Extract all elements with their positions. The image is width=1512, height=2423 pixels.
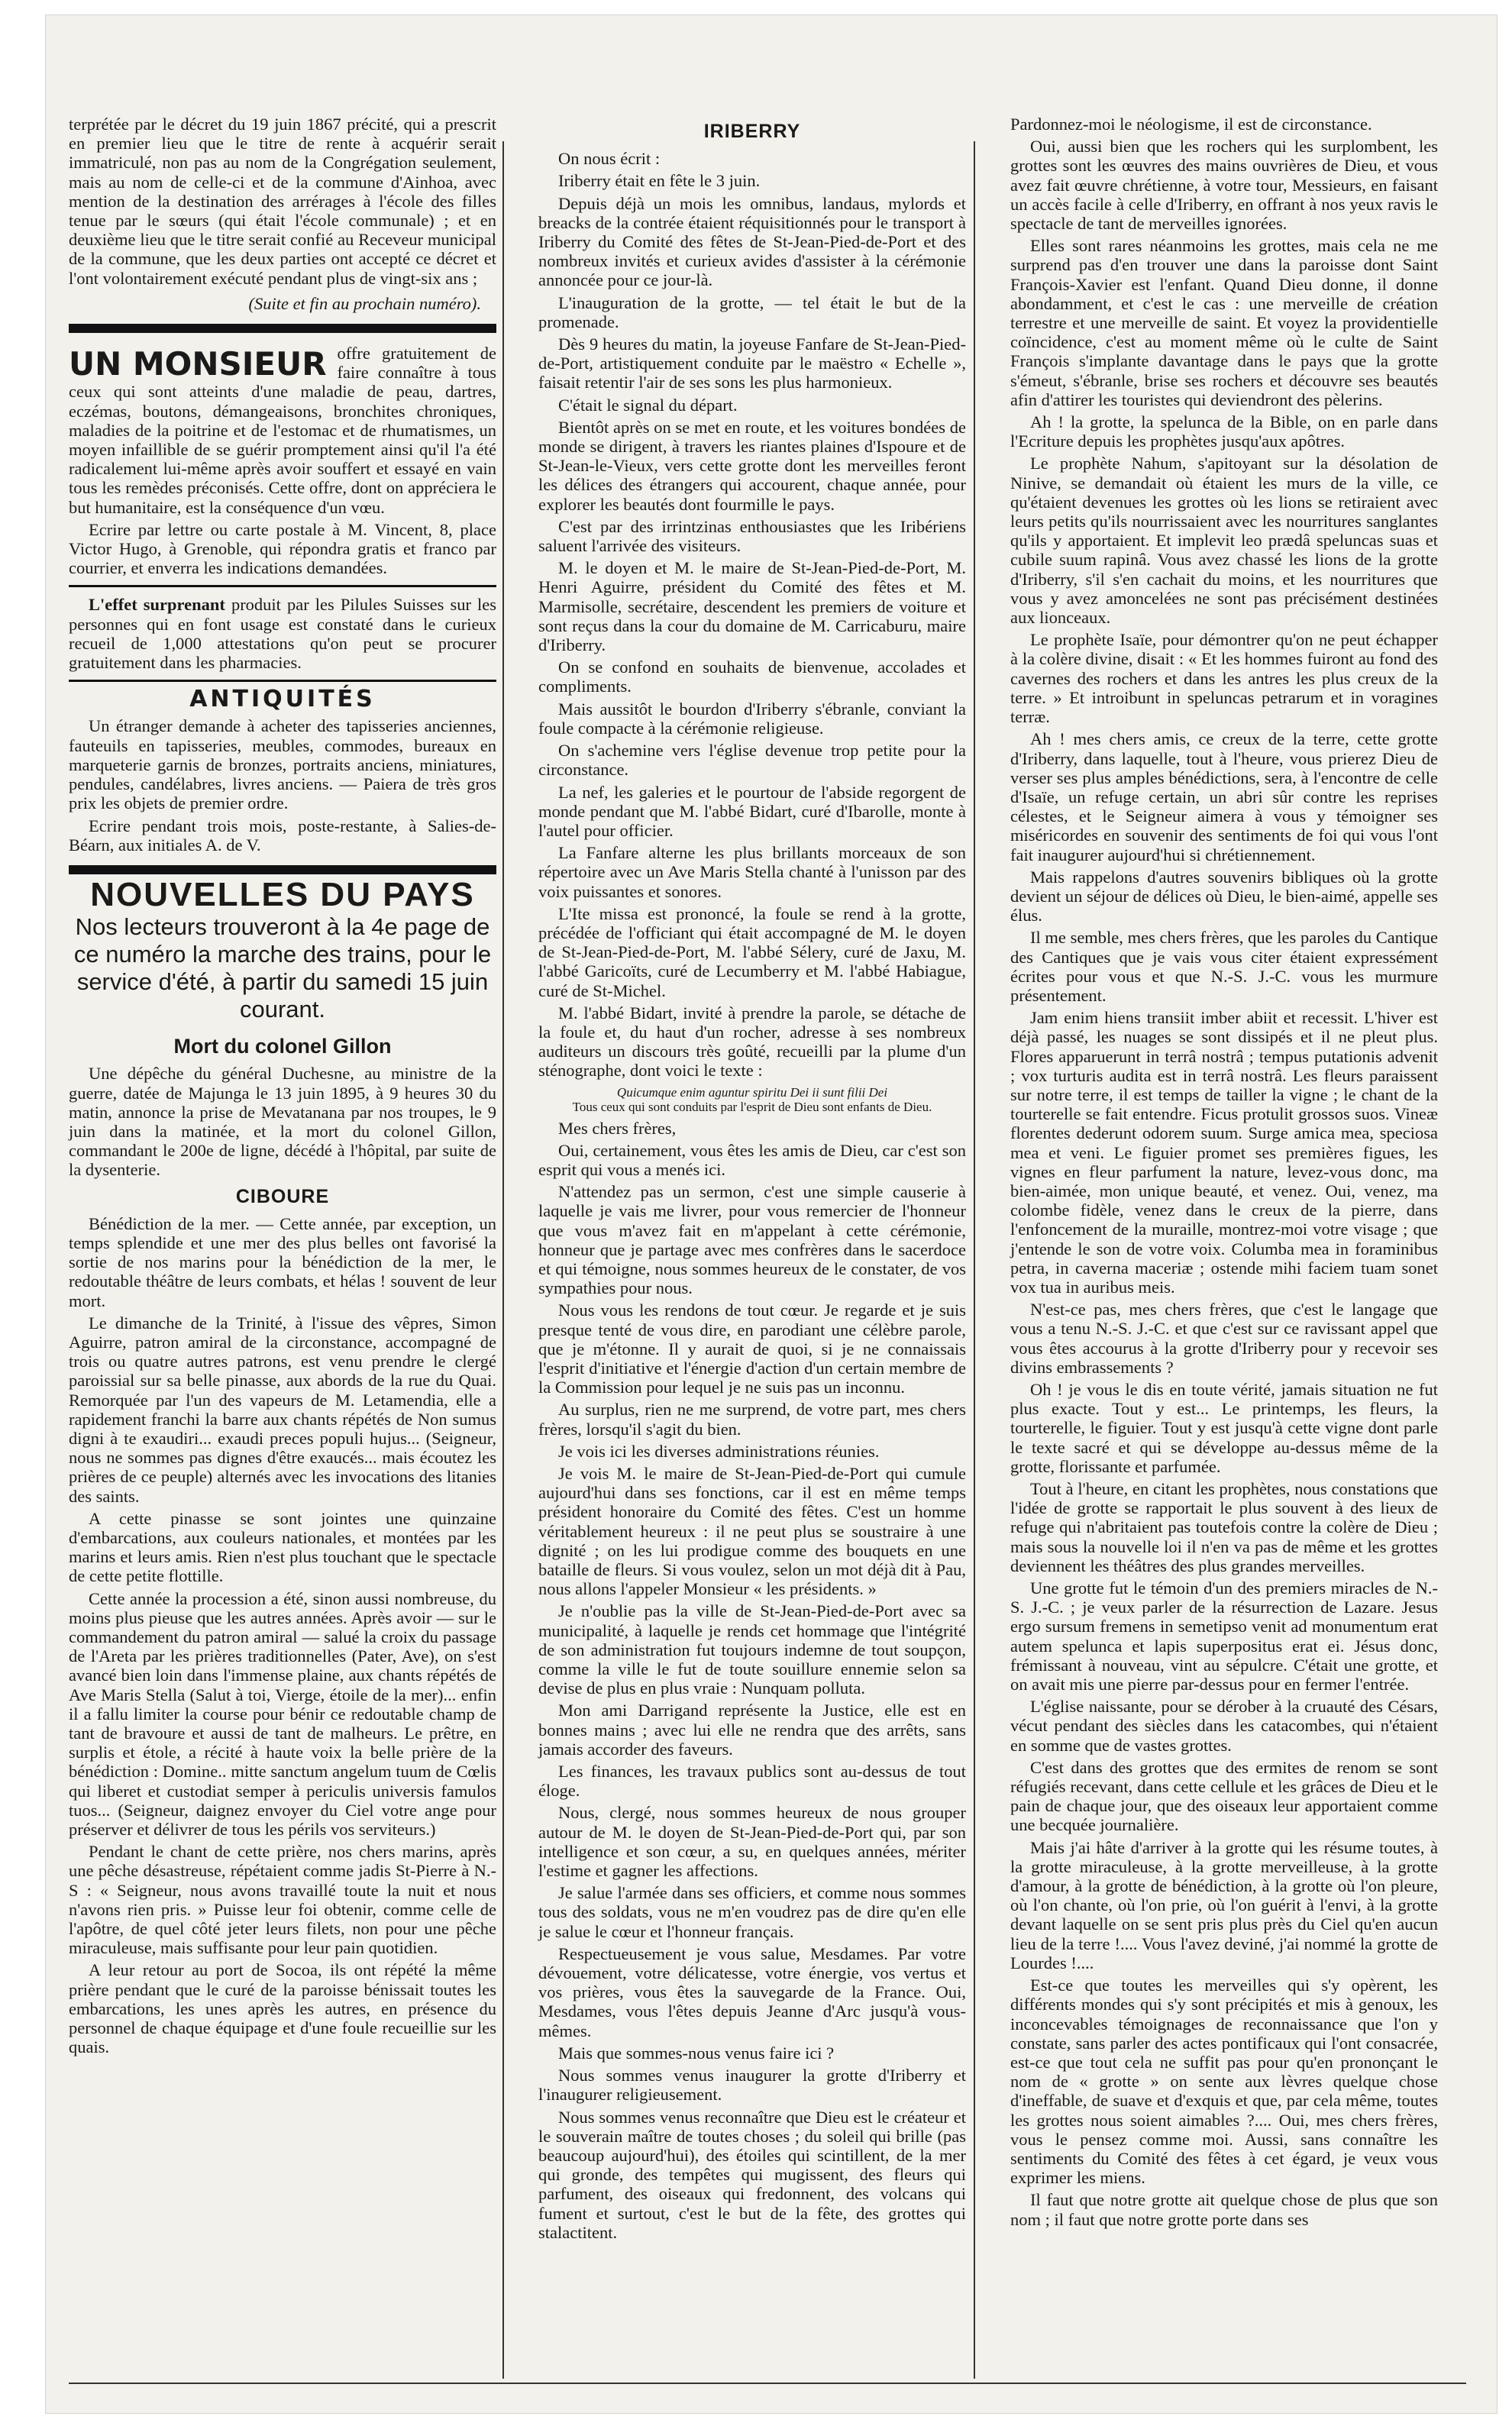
to-be-continued: (Suite et fin au prochain numéro). [248,293,481,313]
article-paragraph: Il me semble, mes chers frères, que les paroles du Cantique des Cantiques que je vais vous citer étaient expressément écrites pour vous et que N.-S. J.-C. vous les murmure présentement. [1010,928,1438,1005]
ciboure-paragraph: A cette pinasse se sont jointes une quinzaine d'embarcations, aux couleurs nationales, et montées par les marins et leurs amis. Rien n'est plus touchant que le spectacle de cette petite flottille. [69,1508,496,1586]
article-paragraph: Mais que sommes-nous venus faire ici ? [558,2043,835,2063]
section-rule [69,680,496,682]
article-paragraph: M. le doyen et M. le maire de St-Jean-Pied-de-Port, M. Henri Aguirre, président du Comité des fêtes et M. Marmisolle, secrétaire, descendent les premiers de voiture et sont reçus dans la cour du domaine de M. Carricaburu, maire d'Iriberry. [538,558,966,655]
article-paragraph: Oui, aussi bien que les rochers qui les surplombent, les grottes sont les œuvres des mains ouvrières de Dieu, et vous avez fait œuvre chrétienne, à votre tour, Messieurs, en faisant un accès facile à celle d'Iriberry, en offrant à nos yeux ravis le spectacle de tant de merveilles ignorées. [1010,137,1438,234]
article-paragraph: C'est par des irrintzinas enthousiastes que les Iribériens saluent l'arrivée des visiteurs. [538,516,966,556]
article-paragraph: Mais aussitôt le bourdon d'Iriberry s'ébranle, conviant la foule compacte à la cérémonie religieuse. [538,699,966,738]
article-paragraph: M. l'abbé Bidart, invité à prendre la parole, se détache de la foule et, du haut d'un rocher, adresse à ses nombreux auditeurs un discours très goûté, recueilli par la plume d'un sténographe, dont voici le texte : [538,1003,966,1081]
article-paragraph: Pardonnez-moi le néologisme, il est de circonstance. [1010,115,1372,134]
article-paragraph: Je salue l'armée dans ses officiers, et comme nous sommes tous des soldats, vous ne m'en voudrez pas de dire qu'en elle je salue le cœur et l'honneur français. [538,1883,966,1941]
article-paragraph: L'inauguration de la grotte, — tel était le but de la promenade. [538,292,966,331]
article-paragraph: Je vois M. le maire de St-Jean-Pied-de-Port qui cumule aujourd'hui dans ses fonctions, car il est en même temps président honoraire du Comité des fêtes. C'est un homme véritablement heureux : il ne peut plus se soustraire à une dignité ; on les lui prodigue comme des bouquets en une bataille de fleurs. Si vous voulez, selon un mot déjà dit à Pau, nous allons l'appeler Monsieur « les présidents. » [538,1464,966,1599]
epigraph-french: Tous ceux qui sont conduits par l'esprit de Dieu sont enfants de Dieu. [572,1099,932,1114]
article-paragraph: Les finances, les travaux publics sont au-dessus de tout éloge. [538,1762,966,1801]
article-paragraph: Est-ce que toutes les merveilles qui s'y opèrent, les différents mondes qui s'y sont précipités et mis à genoux, les inconcevables témoignages de reconnaissance que l'on y constate, sans parler des actes pontificaux qui l'ont consacrée, est-ce que tout cela ne suffit pas pour qu'en prononçant le nom de « grotte » on sente aux lèvres quelque chose d'ineffable, de suave et d'exquis et que, par cela même, toutes les grottes nous soient aimables ?.... Oui, mes chers frères, vous le pensez comme moi. Aussi, sans connaître les sentiments du Comité des fêtes à cet égard, je veux vous exprimer les miens. [1010,1976,1438,2188]
article-paragraph: Bientôt après on se met en route, et les voitures bondées de monde se dirigent, à travers les riantes plaines d'Ispoure et de St-Jean-le-Vieux, vers cette grotte dont les merveilles feront les délices des étrangers qui accourent, chaque année, pour explorer les beautés dont fourmille le pays. [538,417,966,514]
article-paragraph: Dès 9 heures du matin, la joyeuse Fanfare de St-Jean-Pied-de-Port, artistiquement conduite par le maëstro « Echelle », faisait retentir l'air de ses sons les plus harmonieux. [538,334,966,393]
article-paragraph: Mais j'ai hâte d'arriver à la grotte qui les résume toutes, à la grotte miraculeuse, à la grotte merveilleuse, à la grotte d'amour, à la grotte de bénédiction, à la grotte où l'on pleure, où l'on chante, où l'on prie, où l'on guérit à l'envi, à la grotte devant laquelle on se sent pris plus près du Ciel qu'en aucun lieu de la terre !.... Vous l'avez deviné, j'ai nommé la grotte de Lourdes !.... [1010,1837,1438,1972]
epigraph [538,1085,966,1114]
article-paragraph: Ah ! mes chers amis, ce creux de la terre, cette grotte d'Iriberry, dans laquelle, tout à l'heure, vous prierez Dieu de verser ses plus amples bénédictions, sera, à l'encontre de celle d'Isaïe, un refuge certain, un abri sûr contre les reprises célestes, et le Seigneur aimera à vous y témoigner ses miséricordes en souvenir des sentiments de foi qui vous l'ont fait inaugurer aujourd'hui si chrétiennement. [1010,729,1438,864]
article-paragraph: Tout à l'heure, en citant les prophètes, nous constations que l'idée de grotte se rapportait le plus souvent à des lieux de refuge qui n'abritaient pas toutefois contre la colère de Dieu ; mais sous la nouvelle loi il n'en va pas de même et les grottes deviennent les théâtres des plus grandes merveilles. [1010,1479,1438,1575]
article-paragraph: Nous sommes venus inaugurer la grotte d'Iriberry et l'inaugurer religieusement. [538,2066,966,2105]
epigraph-latin: Quicumque enim aguntur spiritu Dei ii sunt filii Dei [616,1084,888,1100]
article-paragraph: Au surplus, rien ne me surprend, de votre part, mes chers frères, lorsqu'il s'agit du bien. [538,1400,966,1439]
article-paragraph: Respectueusement je vous salue, Mesdames. Par votre dévouement, votre délicatesse, votre énergie, vos vertus et vos prières, vous êtes la sauvegarde de la France. Oui, Mesdames, vous l'êtes depuis Jeanne d'Arc jusqu'à vous-mêmes. [538,1943,966,2040]
ciboure-heading: CIBOURE [235,1185,330,1207]
pilules-advert [69,595,496,672]
article-paragraph: N'attendez pas un sermon, c'est une simple causerie à laquelle je vais me livrer, pour vous remercier de l'honneur que vous m'avez fait en m'appelant à cette cérémonie, honneur que je partage avec mes confrères dans le sacerdoce et qui témoigne, nous sommes heureux de le constater, de vos sympathies pour nous. [538,1182,966,1298]
article-paragraph: Mais rappelons d'autres souvenirs bibliques où la grotte devient un séjour de délices où Dieu, le bien-aimé, appelle ses élus. [1010,867,1438,926]
article-paragraph: Nous, clergé, nous sommes heureux de nous grouper autour de M. le doyen de St-Jean-Pied-de-Port qui, par son intelligence et son cœur, a su, en quelques années, mériter l'estime et gagner les affections. [538,1803,966,1881]
section-rule [69,324,496,333]
article-paragraph: Oh ! je vous le dis en toute vérité, jamais situation ne fut plus exacte. Tout y est... Le printemps, les fleurs, la tourterelle, le figuier. Tout y est jusqu'à cette vigne dont parle le texte sacré et qui se développe au-dessus même de la grotte, florissante et parfumée. [1010,1380,1438,1476]
article-paragraph: Je n'oublie pas la ville de St-Jean-Pied-de-Port avec sa municipalité, à laquelle je rends cet hommage que l'intégrité de son administration fut toujours indemne de tout soupçon, comme la ville le fut de toute souillure ennemie selon sa devise de plus en plus vraie : Nunquam polluta. [538,1601,966,1698]
article-paragraph: On nous écrit : [558,149,661,169]
article-paragraph: Je vois ici les diverses administrations réunies. [558,1441,880,1461]
article-paragraph: Il faut que notre grotte ait quelque chose de plus que son nom ; il faut que notre grotte porte dans ses [1010,2190,1438,2229]
monsieur-heading: UN MONSIEUR [69,345,327,383]
article-paragraph: On s'achemine vers l'église devenue trop petite pour la circonstance. [538,741,966,780]
column-1 [69,115,496,2060]
article-paragraph: Depuis déjà un mois les omnibus, landaus, mylords et breacks de la contrée étaient réquisitionnés pour le transport à Iriberry du Comité des fêtes de St-Jean-Pied-de-Port et des nombreux invités et curieux avides d'assister à la cérémonie annoncée pour ce jour-là. [538,193,966,290]
article-paragraph: L'Ite missa est prononcé, la foule se rend à la grotte, précédée de l'officiant qui était accompagné de M. le doyen de St-Jean-Pied-de-Port, M. l'abbé Sélery, curé de Jaxu, M. l'abbé Garicoïts, curé de Lecumberry et M. l'abbé Habiague, curé de St-Michel. [538,903,966,1000]
monsieur-advert [69,344,496,577]
iriberry-heading: IRIBERRY [703,121,801,142]
ciboure-paragraph: Pendant le chant de cette prière, nos chers marins, après une pêche désastreuse, répétaient comme jadis St-Pierre à N.-S : « Seigneur, nous avons travaillé toute la nuit et nous n'avons rien pris. » Puisse leur foi obtenir, comme celle de l'apôtre, de quel côté jeter leurs filets, non pour une pêche miraculeuse, mais suffisante pour leur pain quotidien. [69,1842,496,1958]
article-paragraph: Mes chers frères, [558,1118,677,1138]
article-paragraph: Mon ami Darrigand représente la Justice, elle est en bonnes mains ; avec lui elle ne rendra que des arrêts, sans jamais accorder des faveurs. [538,1701,966,1759]
article-paragraph: C'est dans des grottes que des ermites de renom se sont réfugiés recevant, dans cette cellule et les grâces de Dieu et le pain de chaque jour, que des oiseaux leur apportaient comme une becquée journalière. [1010,1757,1438,1835]
column-3 [1010,115,1438,2232]
article-paragraph: Elles sont rares néanmoins les grottes, mais cela ne me surprend pas d'en trouver une dans la paroisse dont Saint François-Xavier est l'enfant. Quand Dieu donne, il donne abondamment, et c'est le cas : une merveille de création terrestre et une merveille de saint. Et voyez la providentielle coïncidence, c'est au moment même où le culte de Saint François s'implante davantage dans le pays que la grotte s'émeut, s'ébranle, brise ses rochers et découvre ses beautés afin d'attirer les touristes qui deviendront des pèlerins. [1010,236,1438,409]
ciboure-paragraph: A leur retour au port de Socoa, ils ont répété la même prière pendant que le curé de la paroisse bénissait toutes les embarcations, les unes après les autres, en présence du personnel de chaque équipage et d'une foule recueillie sur les quais. [69,1960,496,2057]
article-paragraph: Jam enim hiens transiit imber abiit et recessit. L'hiver est déjà passé, les nuages se sont dissipés et il ne pleut plus. Flores apparuerunt in terrâ nostrâ ; tempus putationis advenit ; vox turturis audita est in terrâ nostrâ. Les fleurs paraissent sur notre terre, il est temps de tailler la vigne ; le chant de la tourterelle se fait entendre. Ficus protulit grossos suos. Vineæ florentes dederunt odorem suum. Surge amica mea, speciosa mea et veni. Le figuier promet ses premières figues, les vignes en fleur parfument la nature, levez-vous donc, ma bien-aimée, mon unique beauté, et venez. Oui, venez, ma colombe fidèle, venez dans le creux de la pierre, dans l'enfoncement de la muraille, montrez-moi votre visage ; que j'entende le son de votre voix. Columba mea in foraminibus petra, in caverna maceriæ ; ostende mihi faciem tuam sonet vox tua in auribus meis. [1010,1008,1438,1297]
gillon-heading: Mort du colonel Gillon [173,1035,392,1058]
article-paragraph: La Fanfare alterne les plus brillants morceaux de son répertoire avec un Ave Maris Stella chanté à l'unisson par des voix puissantes et sonores. [538,843,966,901]
continued-paragraph: terprétée par le décret du 19 juin 1867 précité, qui a prescrit en premier lieu que le titre de rente à acquérir serait immatriculé, non pas au nom de la Congrégation seulement, mais au nom de celle-ci et de la commune d'Ainhoa, avec mention de la destination des arrérages à l'école des filles tenue par le sœurs (qui était l'école communale) ; et en deuxième lieu que le titre serait confié au Receveur municipal de la commune, que les deux parties ont accepté ce décret et l'ont volontairement exécuté pendant plus de vingt-six ans ; [69,115,496,288]
antiquites-contact: Ecrire pendant trois mois, poste-restante, à Salies-de-Béarn, aux initiales A. de V. [69,816,496,855]
column-divider [502,141,504,2379]
article-paragraph: Une grotte fut le témoin d'un des premiers miracles de N.-S. J.-C. ; je veux parler de la résurrection de Lazare. Jesus ergo sursum fremens in semetipso venit ad monumentum erat autem spelunca et lapis superpositus erat ei. Jésus donc, frémissant à nouveau, vint au sépulcre. C'était une grotte, et on avait mis une pierre par-dessus pour en fermer l'entrée. [1010,1578,1438,1694]
article-paragraph: Oui, certainement, vous êtes les amis de Dieu, car c'est son esprit qui vous a menés ici. [538,1140,966,1179]
article-paragraph: On se confond en souhaits de bienvenue, accolades et compliments. [538,657,966,696]
article-paragraph: Le prophète Isaïe, pour démontrer qu'on ne peut échapper à la colère divine, disait : « Et les hommes fuiront au fond des cavernes des rochers et dans les antres les plus creux de la terre. » Et introibunt in speluncas petrarum et in voragines terræ. [1010,630,1438,727]
section-rule [69,865,496,874]
article-paragraph: La nef, les galeries et le pourtour de l'abside regorgent de monde pendant que M. l'abbé Bidart, curé d'Ibarolle, monte à l'autel pour officier. [538,782,966,840]
article-paragraph: Le prophète Nahum, s'apitoyant sur la désolation de Ninive, se demandait où étaient les murs de la ville, ce qu'étaient devenues les grottes où les lions se retiraient avec leurs petits qu'ils nourrissaient avec les nourritures sanglantes qu'ils y apportaient. Et implevit leo prædâ speluncas suas et cubile suum rapinâ. Vous avez chassé les lions de la grotte d'Iriberry, s'il s'en cachait du moins, et les nourritures que vous y avez amoncelées ne sont pas précisément destinées aux lionceaux. [1010,454,1438,628]
monsieur-text: offre gratuitement de faire connaître à tous ceux qui sont atteints d'une maladie de peau, dartres, eczémas, boutons, démangeaisons, bronchites chroniques, maladies de la poitrine et de l'estomac et de rhumatismes, un moyen infaillible de se guérir promptement ainsi qu'il l'a été radicalement lui-même après avoir souffert et essayé en vain tous les remèdes préconisés. Cette offre, dont on appréciera le but humanitaire, est la conséquence d'un vœu. [69,344,496,517]
section-rule [69,585,496,587]
article-paragraph: C'était le signal du départ. [558,395,738,415]
article-paragraph: Ah ! la grotte, la spelunca de la Bible, on en parle dans l'Ecriture depuis les prophètes jusqu'aux apôtres. [1010,412,1438,451]
pilules-heading: L'effet surprenant [89,595,225,615]
gillon-text: Une dépêche du général Duchesne, au ministre de la guerre, datée de Majunga le 13 juin 1895, à 9 heures 30 du matin, annonce la prise de Mevatanana par nos troupes, le 9 juin dans la matinée, et la mort du colonel Gillon, commandant le 200e de ligne, décédé à l'hôpital, par suite de la dysenterie. [69,1064,496,1180]
ciboure-paragraph: Le dimanche de la Trinité, à l'issue des vêpres, Simon Aguirre, patron amiral de la circonstance, accompagné de trois ou quatre autres patrons, est venu prendre le clergé paroissial sur sa belle pinasse, aux abords de la rue du Quai. Remorquée par l'un des vapeurs de M. Letamendia, elle a rapidement franchi la barre aux chants répétés de Non sumus digni à te exaudiri... exaudi preces populi hujus... (Seigneur, nous ne sommes pas dignes d'être exaucés... mais écoutez les prières de ce peuple) alternés avec les invocations des litanies des saints. [69,1313,496,1506]
article-paragraph: L'église naissante, pour se dérober à la cruauté des Césars, vécut pendant des siècles dans les catacombes, qui n'étaient en somme que de vastes grottes. [1010,1697,1438,1755]
column-2 [538,115,966,2245]
article-paragraph: Iriberry était en fête le 3 juin. [558,171,761,191]
nouvelles-heading: NOUVELLES DU PAYS [90,875,475,913]
trains-announcement: Nos lecteurs trouveront à la 4e page de ce numéro la marche des trains, pour le service d'été, à partir du samedi 15 juin courant. [73,913,492,1023]
pilules-text: produit par les Pilules Suisses sur les personnes qui en font usage est constaté dans le curieux recueil de 1,000 attestations qu'on peut se procurer gratuitement dans les pharmacies. [69,595,496,673]
monsieur-contact: Ecrire par lettre ou carte postale à M. Vincent, 8, place Victor Hugo, à Grenoble, qui répondra gratis et franco par courrier, et enverra les indications demandées. [69,519,496,578]
antiquites-heading: ANTIQUITÉS [189,686,376,713]
ciboure-paragraph: Bénédiction de la mer. — Cette année, par exception, un temps splendide et une mer des plus belles ont favorisé la sortie de nos marins pour la bénédiction de la mer, le redoutable théâtre de leurs combats, et hélas ! souvent de leur mort. [69,1213,496,1310]
article-paragraph: Nous vous les rendons de tout cœur. Je regarde et je suis presque tenté de vous dire, en parodiant une célèbre parole, que je m'étonne. Il y aurait de quoi, si je ne connaissais l'esprit d'initiative et l'énergie d'action d'un certain membre de la Commission pour lequel je ne suis pas un inconnu. [538,1300,966,1397]
article-paragraph: N'est-ce pas, mes chers frères, que c'est le langage que vous a tenu N.-S. J.-C. et que c'est sur ce ravissant appel que vous êtes accourus à la grotte d'Iriberry pour y recevoir ses divins embrassements ? [1010,1300,1438,1377]
bottom-rule [69,2383,1466,2384]
ciboure-paragraph: Cette année la procession a été, sinon aussi nombreuse, du moins plus pieuse que les autres années. Après avoir — sur le commandement du patron amiral — salué la croix du passage de l'Areta par les prières traditionnelles (Pater, Ave), on s'est avancé bien loin dans l'immense plaine, aux chants répétés de Ave Maris Stella (Salut à toi, Vierge, étoile de la mer)... enfin il a fallu limiter la course pour bénir ce redoutable champ de tant de bravoure et aussi de tant de malheurs. Le prêtre, en surplis et étole, a récité à haute voix la belle prière de la bénédiction : Domine.. mitte sanctum angelum tuum de Cœlis qui liberet et custodiat semper à periculis universis famulos tuos... (Seigneur, daignez envoyer du Ciel votre ange pour préserver et délivrer de tous les périls vos serviteurs.) [69,1588,496,1840]
antiquites-text: Un étranger demande à acheter des tapisseries anciennes, fauteuils en tapisseries, meubles, commodes, bureaux en marqueterie garnis de bronzes, portraits anciens, miniatures, pendules, candélabres, livres anciens. — Paiera de très gros prix les objets de premier ordre. [69,716,496,813]
column-divider [974,141,975,2379]
article-paragraph: Nous sommes venus reconnaître que Dieu est le créateur et le souverain maître de toutes choses ; du soleil qui brille (pas beaucoup aujourd'hui), des étoiles qui scintillent, de la mer qui gronde, des tempêtes qui mugissent, des fleurs qui parfument, des oiseaux qui fredonnent, des volcans qui fument et surtout, c'est le but de la fête, des grottes qui stalactitent. [538,2107,966,2242]
newspaper-page [46,15,1497,2413]
